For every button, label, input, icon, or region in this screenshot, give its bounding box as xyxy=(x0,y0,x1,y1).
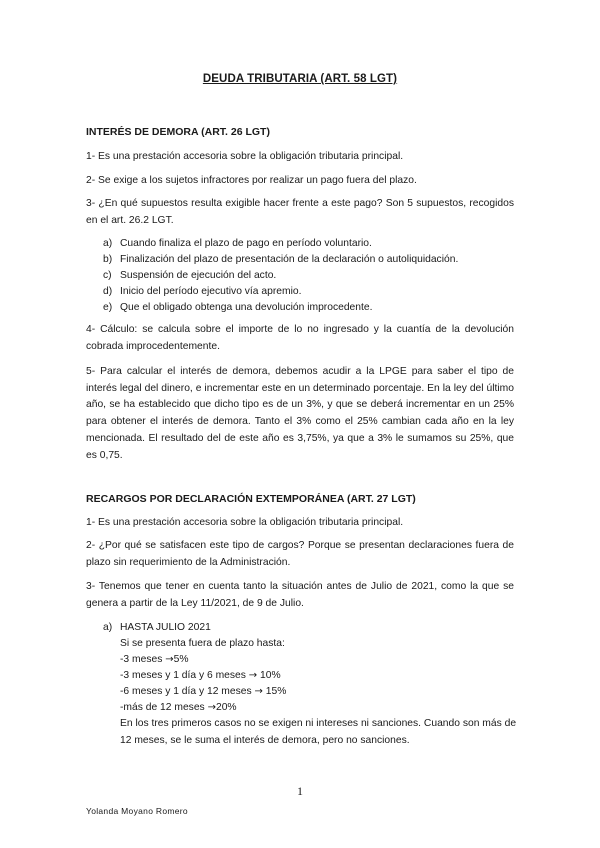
list-item-label: HASTA JULIO 2021 xyxy=(120,622,211,633)
list-item xyxy=(103,252,458,268)
paragraph-5: 5- Para calcular el interés de demora, debemos acudir a la LPGE para saber el tipo de interés legal del dinero, e incrementar este en un determinado porcentaje. En la ley del último año, se ha establecido que dicho tipo es de un 3%, y que se deberá incrementar en un 25% para obtener el interés de demora. Tanto el 3% como el 25% cambian cada año en la ley mencionada. El resultado del de este año es 3,75%, ya que a 3% le sumamos su 25%, que es 0,75. xyxy=(86,366,514,461)
list-text: Suspensión de ejecución del acto. xyxy=(120,270,277,281)
list-item xyxy=(103,284,301,300)
paragraph-1: 1- Es una prestación accesoria sobre la obligación tributaria principal. xyxy=(86,151,404,162)
list-marker: c) xyxy=(103,270,112,281)
list-item-a xyxy=(103,620,211,636)
surcharge-period: -3 meses y 1 día y 6 meses xyxy=(120,670,246,681)
arrow-right-icon: → xyxy=(254,686,263,697)
list-text: Que el obligado obtenga una devolución improcedente. xyxy=(120,302,373,313)
list-marker: a) xyxy=(103,238,113,249)
section-heading-recargos: RECARGOS POR DECLARACIÓN EXTEMPORÁNEA (ART. 27 LGT) xyxy=(86,493,416,505)
paragraph-6: 1- Es una prestación accesoria sobre la obligación tributaria principal. xyxy=(86,517,404,528)
list-marker: d) xyxy=(103,286,113,297)
document-title: DEUDA TRIBUTARIA (ART. 58 LGT) xyxy=(202,73,398,85)
paragraph-3: 3- ¿En qué supuestos resulta exigible hacer frente a este pago? Son 5 supuestos, recogidos en el art. 26.2 LGT. xyxy=(86,198,514,226)
surcharge-row xyxy=(120,700,237,717)
surcharge-rate: 15% xyxy=(265,686,287,697)
surcharge-period: -3 meses xyxy=(120,654,163,665)
list-text: Inicio del período ejecutivo vía apremio. xyxy=(120,286,302,297)
author-name: Yolanda Moyano Romero xyxy=(86,806,188,816)
list-item xyxy=(103,236,372,252)
surcharge-period: -6 meses y 1 día y 12 meses xyxy=(120,686,252,697)
paragraph-7: 2- ¿Por qué se satisfacen este tipo de cargos? Porque se presentan declaraciones fuera de plazo sin requerimiento de la Administración. xyxy=(86,540,514,568)
surcharge-row xyxy=(120,684,286,701)
surcharge-row xyxy=(120,668,281,685)
surcharge-rate: 20% xyxy=(215,702,237,713)
surcharge-rate: 10% xyxy=(260,670,281,681)
paragraph-2: 2- Se exige a los sujetos infractores por realizar un pago fuera del plazo. xyxy=(86,175,417,186)
list-marker: a) xyxy=(103,622,113,633)
arrow-right-icon: → xyxy=(248,670,258,681)
page-number: 1 xyxy=(297,784,303,798)
surcharge-note: En los tres primeros casos no se exigen ni intereses ni sanciones. Cuando son más de 12 meses, se le suma el interés de demora, pero no sanciones. xyxy=(120,718,517,746)
surcharge-row xyxy=(120,652,189,669)
surcharge-rate: 5% xyxy=(173,654,189,665)
list-text: Finalización del plazo de presentación de la declaración o autoliquidación. xyxy=(120,254,459,265)
list-marker: e) xyxy=(103,302,113,313)
section-heading-interes: INTERÉS DE DEMORA (ART. 26 LGT) xyxy=(86,126,270,138)
intro-line: Si se presenta fuera de plazo hasta: xyxy=(120,638,285,649)
arrow-right-icon: → xyxy=(207,702,216,713)
surcharge-period: -más de 12 meses xyxy=(120,702,205,713)
arrow-right-icon: → xyxy=(165,654,174,665)
list-text: Cuando finaliza el plazo de pago en período voluntario. xyxy=(120,238,372,249)
list-item xyxy=(103,268,276,284)
list-marker: b) xyxy=(103,254,113,265)
list-item xyxy=(103,300,372,316)
paragraph-8: 3- Tenemos que tener en cuenta tanto la situación antes de Julio de 2021, como la que se genera a partir de la Ley 11/2021, de 9 de Julio. xyxy=(86,581,514,609)
paragraph-4: 4- Cálculo: se calcula sobre el importe de lo no ingresado y la cuantía de la devolución cobrada improcedentemente. xyxy=(86,324,514,352)
